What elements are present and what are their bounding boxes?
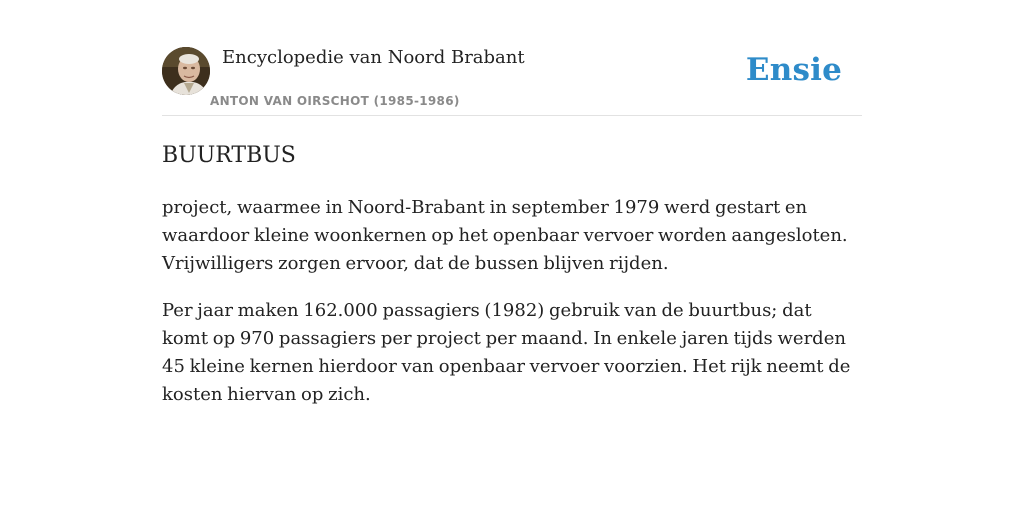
author-name[interactable]: ANTON VAN OIRSCHOT (1985-1986) <box>210 94 460 108</box>
author-avatar[interactable] <box>162 47 210 95</box>
entry-header <box>162 0 862 116</box>
source-title[interactable]: Encyclopedie van Noord Brabant <box>222 47 525 68</box>
entry-headword: BUURTBUS <box>162 143 296 168</box>
entry-paragraph: Per jaar maken 162.000 passagiers (1982) gebruik van de buurtbus; dat komt op 970 passagiers per project per maand. In enkele jaren tijds werden 45 kleine kernen hierdoor van openbaar vervoer voorzien. Het rijk neemt de kosten hiervan op zich. <box>162 300 851 405</box>
ensie-logo[interactable]: Ensie <box>745 52 842 88</box>
entry-card <box>162 0 862 409</box>
entry-paragraph: project, waarmee in Noord-Brabant in september 1979 werd gestart en waardoor kleine woonkernen op het openbaar vervoer worden aangesloten. Vrijwilligers zorgen ervoor, dat de bussen blijven rijden. <box>162 197 848 274</box>
author-portrait-icon <box>162 47 210 95</box>
